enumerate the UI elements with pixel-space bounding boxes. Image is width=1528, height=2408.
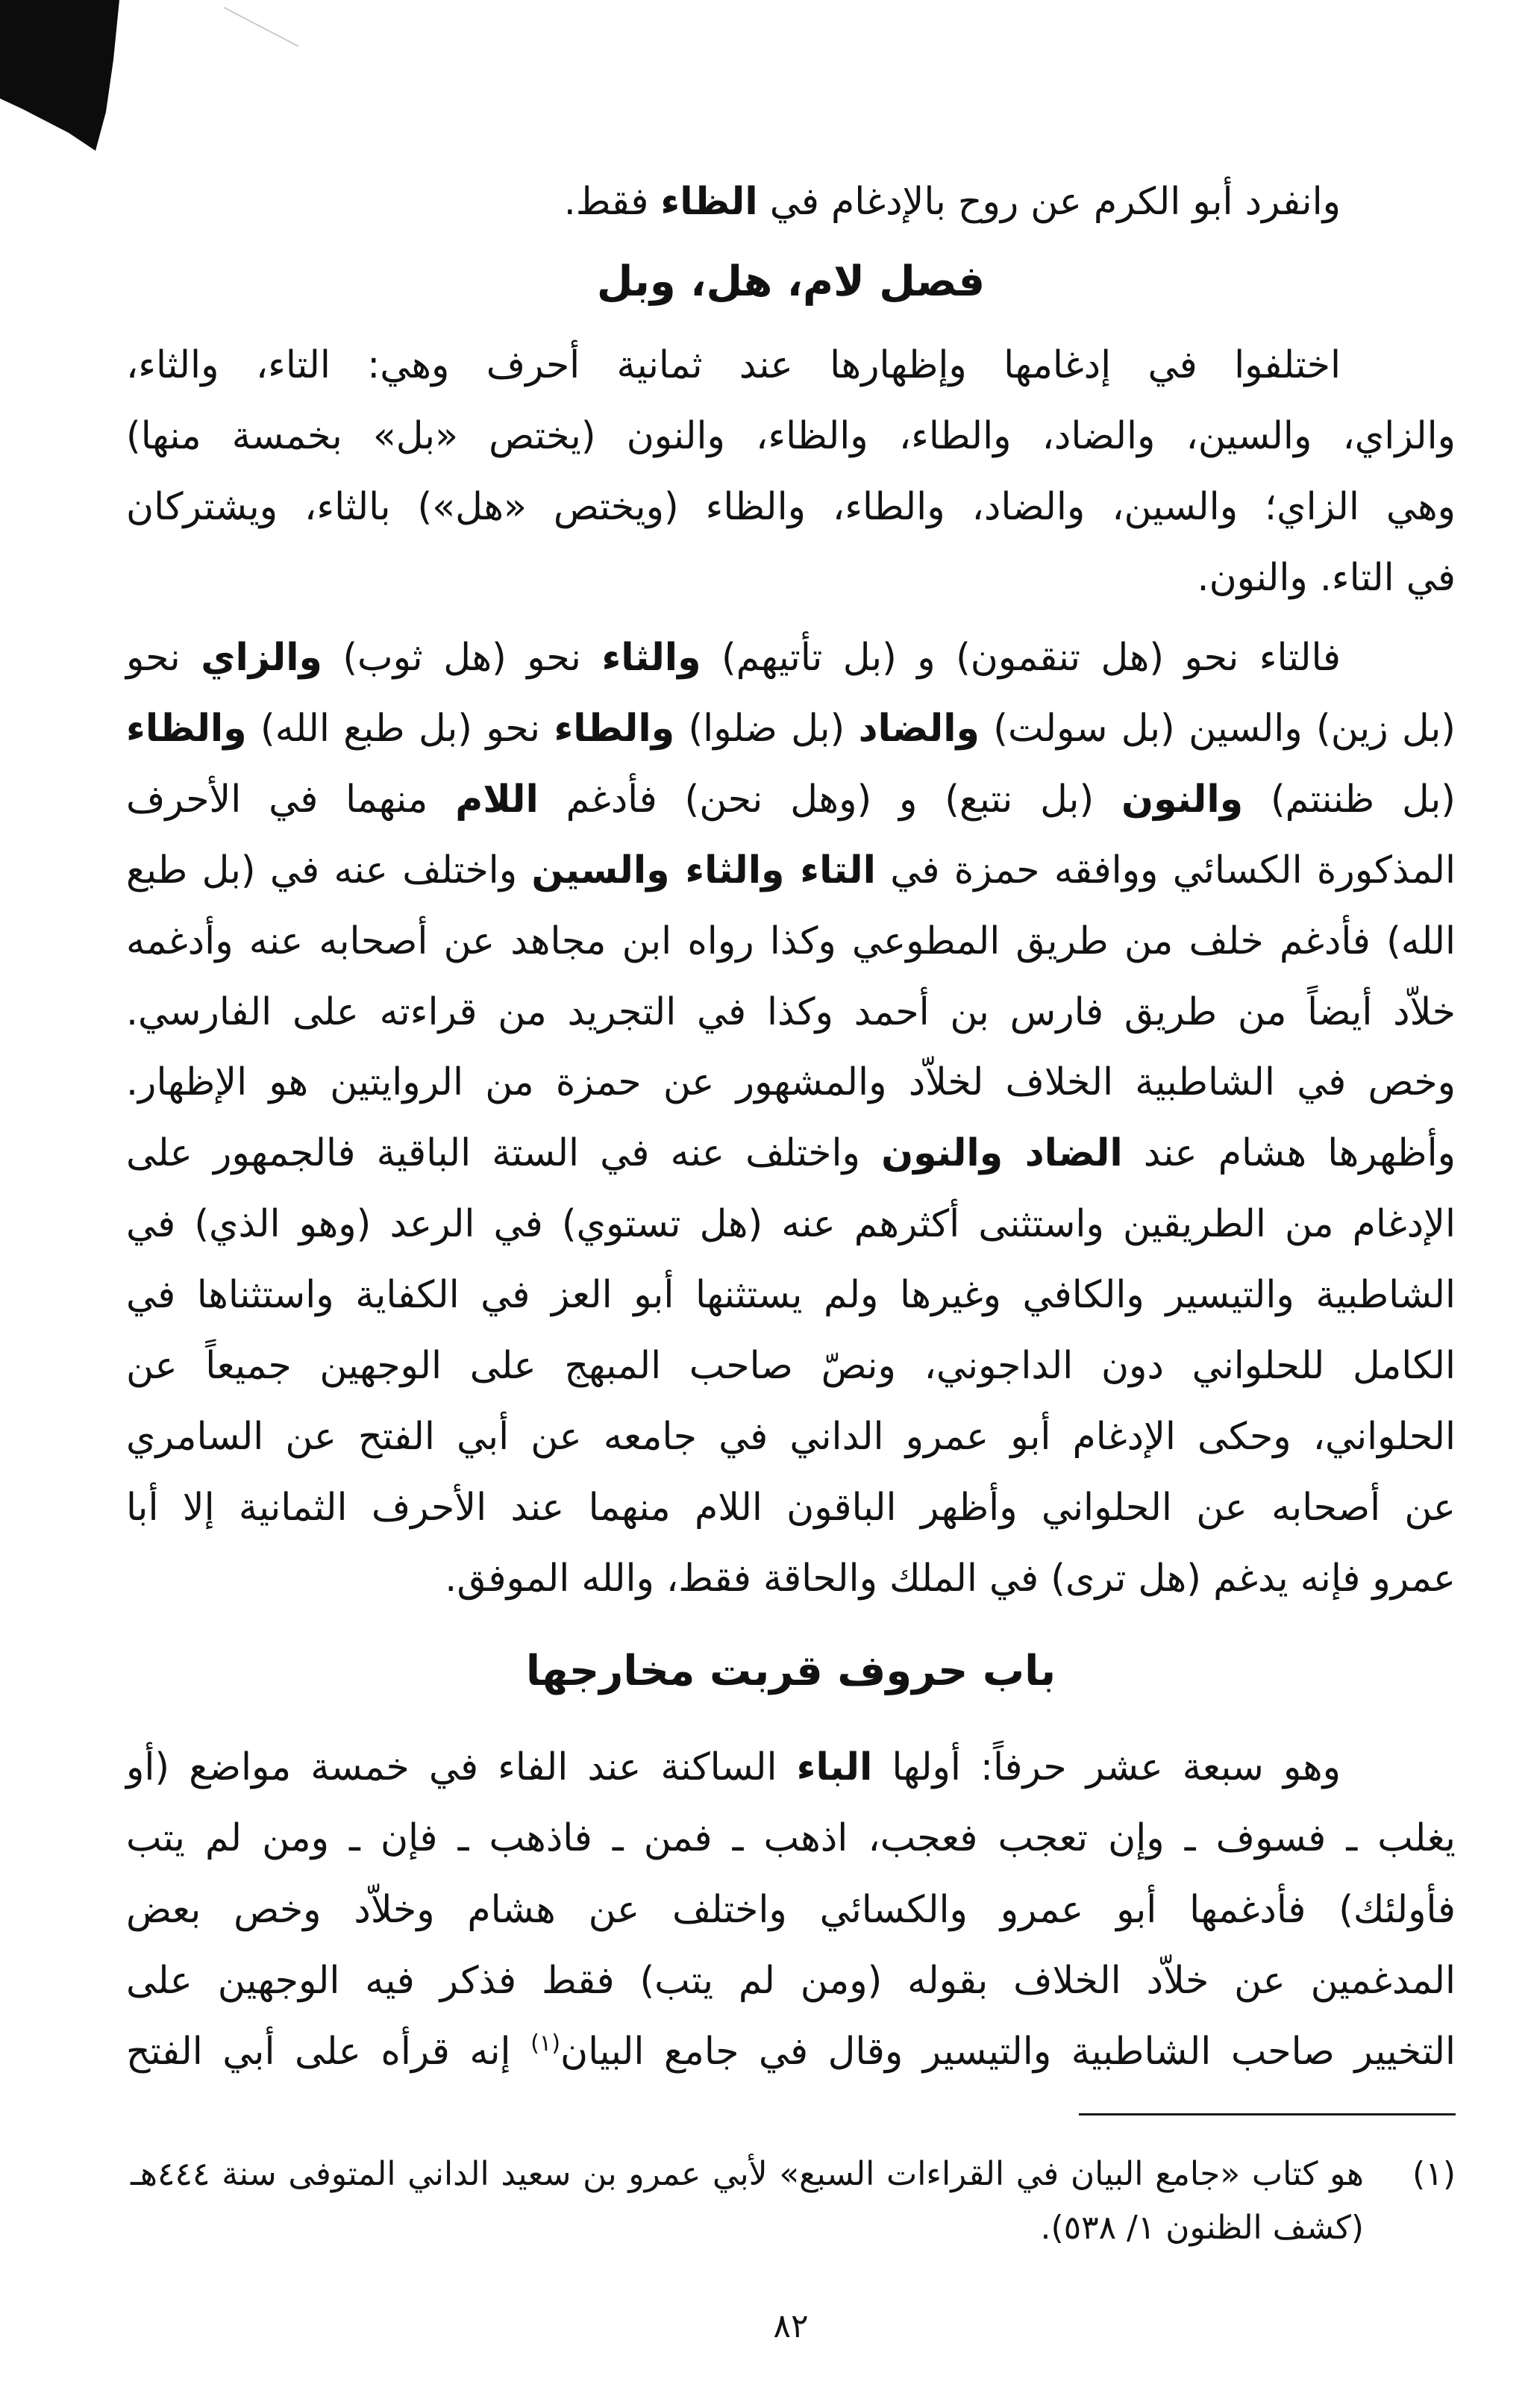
line-content xyxy=(1041,2209,1364,2247)
text-run: فقط. xyxy=(563,179,661,223)
line-content xyxy=(126,635,1341,679)
text-run: فأولئك) فأدغمها أبو عمرو والكسائي واختلف عن هشام وخلاّد وخص بعض xyxy=(126,1886,1456,1931)
text-run: فالتاء نحو (هل تنقمون) و (بل تأتيهم) xyxy=(701,635,1341,679)
text-line xyxy=(126,1874,1456,1945)
text-line xyxy=(131,2201,1364,2255)
line-content xyxy=(126,1958,1456,2002)
line-content xyxy=(126,1272,1456,1316)
text-line xyxy=(126,693,1456,764)
text-line xyxy=(126,542,1456,613)
paragraph-3 xyxy=(126,1731,1456,2086)
paragraph-2 xyxy=(126,622,1456,1614)
emphasized-term: الظاء xyxy=(660,179,758,223)
text-line xyxy=(126,622,1456,693)
text-run: نحو xyxy=(126,635,201,679)
line-content xyxy=(1197,555,1456,599)
section-heading: فصل لام، هل، وبل xyxy=(596,257,986,306)
footnote-separator xyxy=(1079,2113,1456,2115)
line-content xyxy=(126,777,1456,821)
text-run: نحو (هل ثوب) xyxy=(322,635,602,679)
text-run: واختلف عنه في (بل طبع xyxy=(126,847,532,892)
text-line xyxy=(126,1731,1456,1802)
text-run: واختلف عنه في الستة الباقية فالجمهور على xyxy=(126,1130,882,1175)
line-content xyxy=(126,1887,1456,1931)
text-line xyxy=(126,471,1456,542)
line-content xyxy=(126,1060,1456,1104)
text-line xyxy=(126,1945,1456,2015)
text-run: الساكنة عند الفاء في خمسة مواضع (أو xyxy=(126,1745,797,1789)
line-content xyxy=(131,2155,1364,2193)
text-run: المدغمين عن خلاّد الخلاف بقوله (ومن لم يتب) فقط فذكر فيه الوجهين على xyxy=(126,1957,1456,2002)
emphasized-term: والزاي xyxy=(201,635,322,679)
text-run: في التاء. والنون. xyxy=(1197,555,1456,599)
text-line xyxy=(126,1260,1456,1330)
line-content xyxy=(126,1130,1456,1175)
line-content xyxy=(564,179,1341,223)
text-run: وانفرد أبو الكرم عن روح بالإدغام في xyxy=(757,179,1341,223)
text-line xyxy=(126,835,1456,906)
scan-streak xyxy=(209,0,313,60)
text-line xyxy=(126,2015,1456,2086)
emphasized-term: التاء والثاء والسين xyxy=(531,847,876,892)
line-content xyxy=(126,706,1456,750)
text-run: الحلواني، وحكى الإدغام أبو عمرو الداني في جامعه عن أبي الفتح عن السامري xyxy=(126,1413,1456,1458)
text-run: (بل نتبع) و (وهل نحن) فأدغم xyxy=(538,776,1122,821)
text-line xyxy=(126,166,1456,237)
text-run: (كشف الظنون ١/ ٥٣٨). xyxy=(1040,2209,1364,2247)
text-run: وهو سبعة عشر حرفاً: أولها xyxy=(872,1745,1341,1789)
emphasized-term: والثاء xyxy=(601,635,701,679)
line-content xyxy=(126,919,1456,963)
text-run: (بل ظننتم) xyxy=(1243,776,1456,821)
footnote-reference: (١) xyxy=(530,2030,561,2057)
text-line xyxy=(126,1543,1456,1614)
emphasized-term: الضاد والنون xyxy=(881,1130,1123,1175)
text-run: (بل زين) والسين (بل سولت) xyxy=(979,705,1456,750)
text-line xyxy=(126,1472,1456,1543)
chapter-heading: باب حروف قربت مخارجها xyxy=(525,1647,1056,1695)
text-run: والزاي، والسين، والضاد، والطاء، والظاء، والنون (يختص «بل» بخمسة منها) xyxy=(126,413,1456,457)
text-run: عمرو فإنه يدغم (هل ترى) في الملك والحاقة فقط، والله الموفق. xyxy=(445,1555,1456,1600)
scan-edge-shadow xyxy=(0,0,149,157)
line-content xyxy=(126,1816,1456,1860)
text-line xyxy=(126,764,1456,835)
text-run: وهي الزاي؛ والسين، والضاد، والطاء، والظاء (ويختص «هل») بالثاء، ويشتركان xyxy=(126,484,1456,528)
text-run: المذكورة الكسائي ووافقه حمزة في xyxy=(875,847,1456,892)
text-run: وأظهرها هشام عند xyxy=(1122,1130,1456,1175)
text-line xyxy=(126,977,1456,1048)
text-line xyxy=(126,1802,1456,1873)
line-content xyxy=(445,1556,1456,1600)
text-run: الإدغام من الطريقين واستثنى أكثرهم عنه (هل تستوي) في الرعد (وهو الذي) في xyxy=(126,1201,1456,1246)
text-run: خلاّد أيضاً من طريق فارس بن أحمد وكذا في التجريد من قراءته على الفارسي. xyxy=(126,989,1456,1033)
line-content xyxy=(126,1201,1456,1245)
footnote-marker: (١) xyxy=(1412,2155,1456,2193)
text-line xyxy=(126,1189,1456,1260)
text-run: الله) فأدغم خلف من طريق المطوعي وكذا رواه ابن مجاهد عن أصحابه عنه وأدغمه xyxy=(126,918,1456,963)
paragraph-1 xyxy=(126,329,1456,613)
line-content xyxy=(126,413,1456,457)
text-run: هو كتاب «جامع البيان في القراءات السبع» لأبي عمرو بن سعيد الداني المتوفى سنة ٤٤٤هـ xyxy=(131,2155,1364,2193)
emphasized-term: والنون xyxy=(1121,776,1244,821)
line-content xyxy=(126,1485,1456,1529)
text-run: منهما في الأحرف xyxy=(126,776,456,821)
text-line xyxy=(126,400,1456,471)
emphasized-term: والضاد xyxy=(858,705,980,750)
line-content xyxy=(126,848,1456,892)
text-run: عن أصحابه عن الحلواني وأظهر الباقون اللام منهما عند الأحرف الثمانية إلا أبا xyxy=(126,1484,1456,1529)
text-run: التخيير صاحب الشاطبية والتيسير وقال في جامع البيان xyxy=(560,2029,1456,2073)
text-line xyxy=(126,1118,1456,1189)
text-run: الشاطبية والتيسير والكافي وغيرها ولم يستثنها أبو العز في الكفاية واستثناها في xyxy=(126,1272,1456,1317)
line-content xyxy=(126,343,1341,387)
text-run: إنه قرأه على أبي الفتح xyxy=(126,2029,531,2073)
text-run: الكامل للحلواني دون الداجوني، ونصّ صاحب المبهج على الوجهين جميعاً عن xyxy=(126,1343,1456,1388)
text-run: وخص في الشاطبية الخلاف لخلاّد والمشهور عن حمزة من الروايتين هو الإظهار. xyxy=(126,1060,1456,1104)
text-line xyxy=(131,2148,1364,2201)
text-run: (بل ضلوا) xyxy=(674,705,859,750)
footnote-text xyxy=(131,2148,1364,2255)
line-content xyxy=(126,989,1456,1033)
text-line xyxy=(126,1401,1456,1472)
text-run: يغلب ـ فسوف ـ وإن تعجب فعجب، اذهب ـ فمن ـ فاذهب ـ فإن ـ ومن لم يتب xyxy=(126,1816,1456,1860)
line-content xyxy=(126,1414,1456,1458)
line-content xyxy=(126,2029,1456,2073)
emphasized-term: اللام xyxy=(455,776,539,821)
emphasized-term: والطاء xyxy=(554,705,675,750)
line-content xyxy=(126,1745,1341,1789)
emphasized-term: والظاء xyxy=(126,705,247,750)
text-line xyxy=(126,1330,1456,1401)
line-content xyxy=(126,484,1456,528)
text-run: اختلفوا في إدغامها وإظهارها عند ثمانية أحرف وهي: التاء، والثاء، xyxy=(126,343,1341,387)
text-run: نحو (بل طبع الله) xyxy=(246,705,554,750)
text-line xyxy=(126,329,1456,400)
text-line xyxy=(126,906,1456,977)
line-content xyxy=(126,1343,1456,1387)
page-number: ٨٢ xyxy=(773,2307,809,2345)
text-line xyxy=(126,1047,1456,1118)
emphasized-term: الباء xyxy=(796,1745,873,1789)
continuation-paragraph xyxy=(126,166,1456,237)
